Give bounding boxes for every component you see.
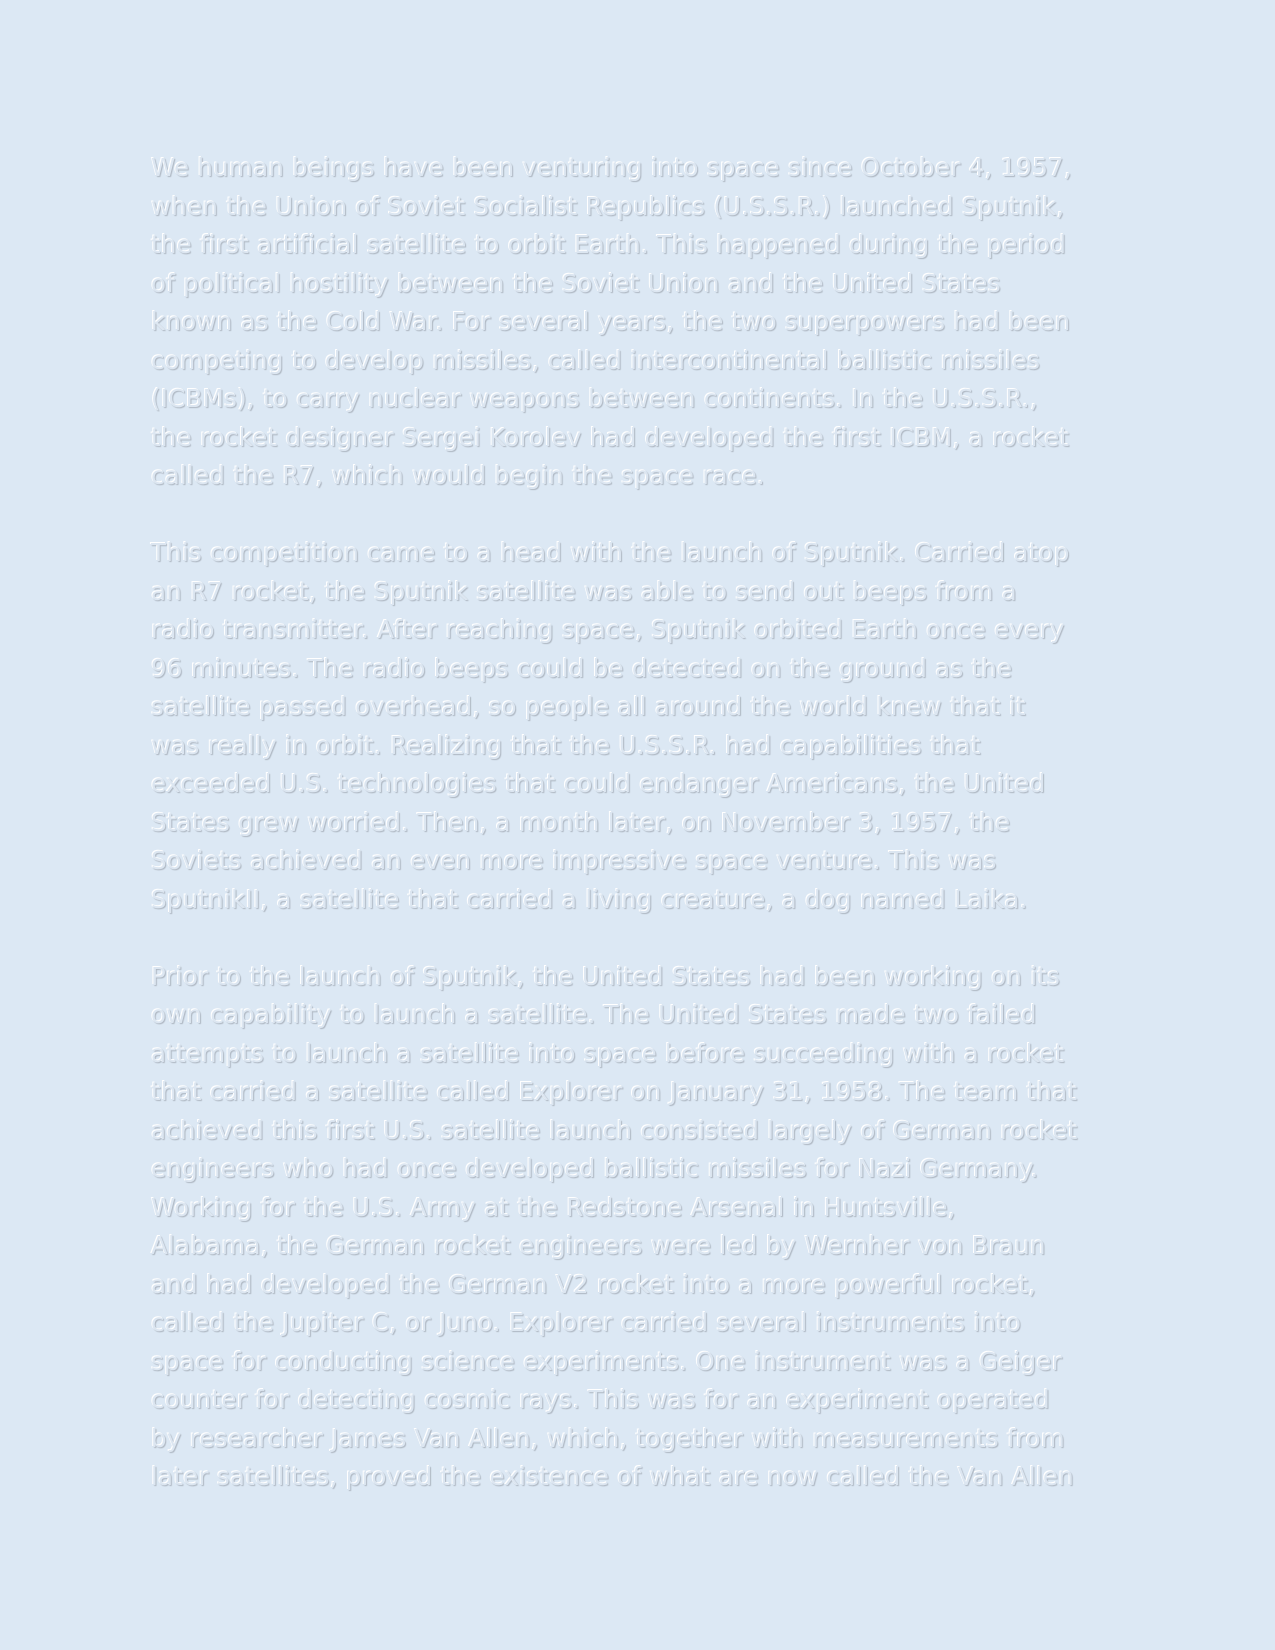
document-body (151, 149, 1141, 1497)
text-line: later satellites, proved the existence of what are now called the Van Allen (151, 1462, 1075, 1491)
text-line: Alabama, the German rocket engineers were led by Wernher von Braun (151, 1231, 1046, 1260)
paragraph-3 (151, 958, 1141, 1497)
paragraph-spacer (151, 919, 1141, 958)
text-line: own capability to launch a satellite. The United States made two failed (151, 1000, 1037, 1029)
text-line: when the Union of Soviet Socialist Republics (U.S.S.R.) launched Sputnik, (151, 191, 1065, 221)
text-line: SputnikII, a satellite that carried a living creature, a dog named Laika. (151, 884, 1028, 914)
text-line: that carried a satellite called Explorer on January 31, 1958. The team that (151, 1077, 1078, 1106)
paragraph-1 (151, 149, 1141, 496)
text-line: the rocket designer Sergei Korolev had developed the first ICBM, a rocket (151, 422, 1070, 452)
text-line: This competition came to a head with the launch of Sputnik. Carried atop (151, 538, 1070, 567)
text-line: by researcher James Van Allen, which, together with measurements from (151, 1423, 1065, 1453)
text-line: satellite passed overhead, so people all around the world knew that it (151, 692, 1026, 721)
text-line: known as the Cold War. For several years, the two superpowers had been (151, 307, 1071, 336)
text-line: attempts to launch a satellite into space before succeeding with a rocket (151, 1038, 1065, 1068)
text-line: called the R7, which would begin the space race. (151, 461, 765, 490)
text-line: space for conducting science experiments. One instrument was a Geiger (151, 1346, 1063, 1376)
text-line: States grew worried. Then, a month later, on November 3, 1957, the (151, 807, 1011, 837)
text-line: the first artificial satellite to orbit Earth. This happened during the period (151, 230, 1067, 259)
text-line: of political hostility between the Soviet Union and the United States (151, 268, 1001, 298)
text-line: achieved this first U.S. satellite launch consisted largely of German rocket (151, 1115, 1078, 1145)
text-line: We human beings have been venturing into space since October 4, 1957, (151, 153, 1073, 182)
text-line: Prior to the launch of Sputnik, the United States had been working on its (151, 961, 1061, 991)
text-line: was really in orbit. Realizing that the U.S.S.R. had capabilities that (151, 730, 981, 760)
text-line: counter for detecting cosmic rays. This was for an experiment operated (151, 1385, 1050, 1414)
text-line: an R7 rocket, the Sputnik satellite was able to send out beeps from a (151, 576, 1017, 606)
text-line: Working for the U.S. Army at the Redstone Arsenal in Huntsville, (151, 1192, 956, 1222)
paragraph-2 (151, 534, 1141, 919)
text-line: engineers who had once developed ballistic missiles for Nazi Germany. (151, 1154, 1039, 1183)
paragraph-spacer (151, 496, 1141, 535)
text-line: and had developed the German V2 rocket into a more powerful rocket, (151, 1269, 1037, 1299)
text-line: competing to develop missiles, called intercontinental ballistic missiles (151, 345, 1041, 375)
text-line: radio transmitter. After reaching space, Sputnik orbited Earth once every (151, 615, 1065, 644)
text-line: 96 minutes. The radio beeps could be detected on the ground as the (151, 653, 1013, 683)
text-line: (ICBMs), to carry nuclear weapons between continents. In the U.S.S.R., (151, 384, 1038, 413)
text-line: Soviets achieved an even more impressive space venture. This was (151, 846, 997, 875)
text-line: called the Jupiter C, or Juno. Explorer carried several instruments into (151, 1308, 1022, 1337)
text-line: exceeded U.S. technologies that could endanger Americans, the United (151, 769, 1046, 798)
